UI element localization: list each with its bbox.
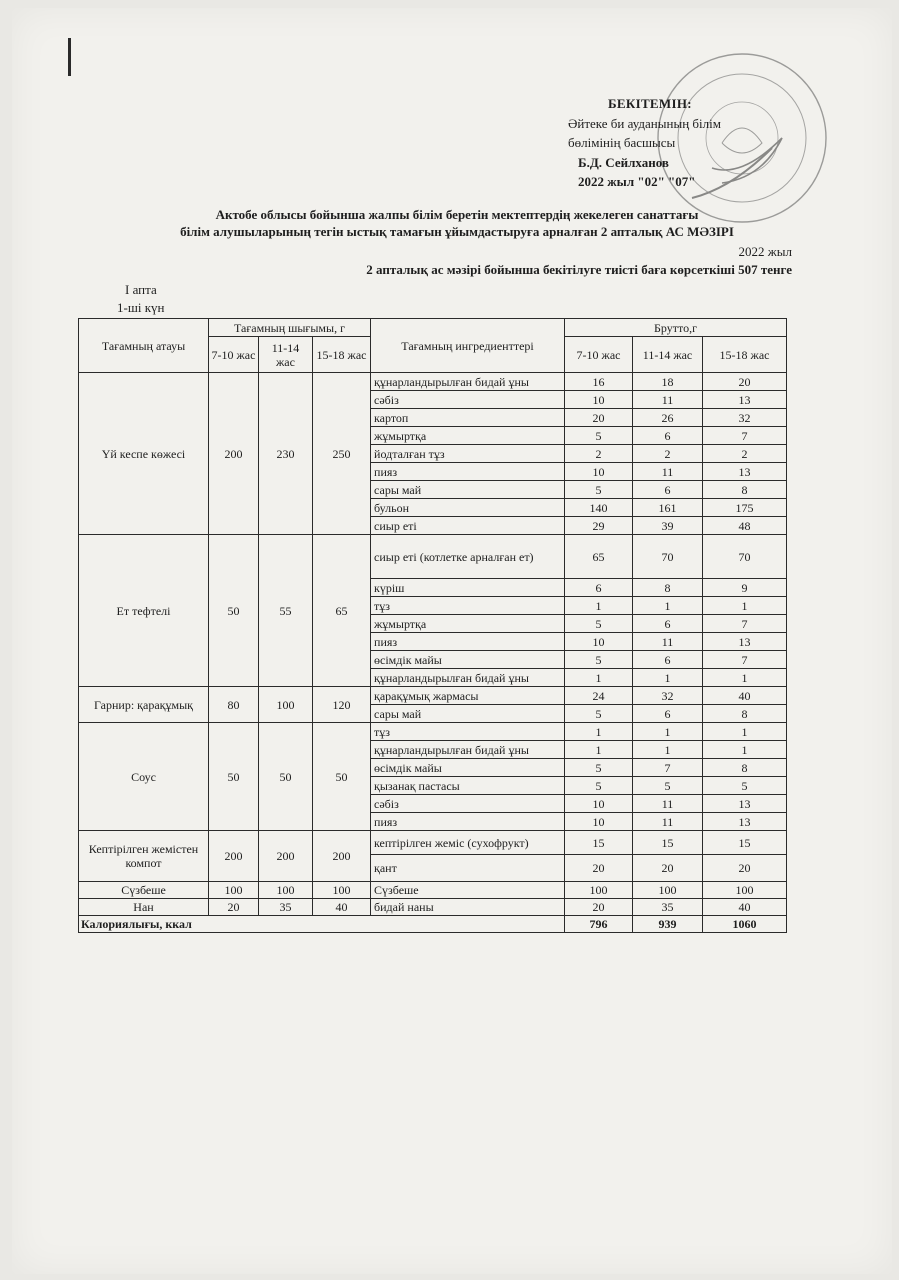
ingredient-name: пияз: [371, 463, 565, 481]
dish-yield: 100: [259, 687, 313, 723]
gross-value: 1: [633, 723, 703, 741]
table-row: [79, 535, 787, 579]
gross-value: 10: [565, 633, 633, 651]
table-row: [79, 899, 787, 916]
dish-name: Соус: [79, 723, 209, 831]
edge-mark: [68, 38, 71, 76]
ingredient-name: картоп: [371, 409, 565, 427]
header-gross-age: 7-10 жас: [565, 337, 633, 373]
menu-table: [78, 318, 787, 933]
gross-value: 48: [703, 517, 787, 535]
price-indicator: 2 апталық ас мәзірі бойынша бекітілуге тиісті баға көрсеткіші 507 тенге: [366, 262, 792, 277]
dish-yield: 50: [209, 723, 259, 831]
gross-value: 6: [565, 579, 633, 597]
gross-value: 100: [703, 882, 787, 899]
gross-value: 8: [703, 481, 787, 499]
ingredient-name: қарақұмық жармасы: [371, 687, 565, 705]
document-year: 2022 жыл: [738, 244, 792, 259]
gross-value: 5: [565, 759, 633, 777]
gross-value: 29: [565, 517, 633, 535]
ingredient-name: қант: [371, 855, 565, 882]
gross-value: 16: [565, 373, 633, 391]
gross-value: 11: [633, 795, 703, 813]
gross-value: 13: [703, 795, 787, 813]
dish-name: Үй кеспе көжесі: [79, 373, 209, 535]
header-ingredients: Тағамның ингредиенттері: [371, 319, 565, 373]
table-row: [79, 373, 787, 391]
document-page: [12, 8, 892, 1274]
dish-yield: 230: [259, 373, 313, 535]
ingredient-name: сиыр еті (котлетке арналған ет): [371, 535, 565, 579]
gross-value: 6: [633, 651, 703, 669]
table-row: [79, 882, 787, 899]
ingredient-name: кептірілген жеміс (сухофрукт): [371, 831, 565, 855]
header-gross-age: 15-18 жас: [703, 337, 787, 373]
gross-value: 15: [703, 831, 787, 855]
calories-row: [79, 916, 787, 933]
gross-value: 32: [703, 409, 787, 427]
calories-value: 1060: [703, 916, 787, 933]
header-gross-group: Брутто,г: [565, 319, 787, 337]
gross-value: 1: [703, 723, 787, 741]
dish-yield: 50: [209, 535, 259, 687]
gross-value: 5: [565, 481, 633, 499]
gross-value: 15: [565, 831, 633, 855]
calories-value: 939: [633, 916, 703, 933]
approval-title: БЕКІТЕМІН:: [608, 96, 692, 111]
gross-value: 1: [703, 597, 787, 615]
approval-block: [568, 94, 798, 192]
gross-value: 5: [633, 777, 703, 795]
table-row: [79, 687, 787, 705]
gross-value: 6: [633, 705, 703, 723]
gross-value: 175: [703, 499, 787, 517]
dish-name: Сүзбеше: [79, 882, 209, 899]
gross-value: 20: [565, 855, 633, 882]
ingredient-name: өсімдік майы: [371, 651, 565, 669]
gross-value: 8: [703, 759, 787, 777]
gross-value: 5: [565, 427, 633, 445]
gross-value: 5: [565, 615, 633, 633]
gross-value: 35: [633, 899, 703, 916]
ingredient-name: өсімдік майы: [371, 759, 565, 777]
approval-signer: Б.Д. Сейлханов: [578, 154, 669, 170]
ingredient-name: бульон: [371, 499, 565, 517]
header-gross-age: 11-14 жас: [633, 337, 703, 373]
gross-value: 15: [633, 831, 703, 855]
gross-value: 70: [703, 535, 787, 579]
dish-yield: 120: [313, 687, 371, 723]
dish-yield: 100: [313, 882, 371, 899]
gross-value: 1: [565, 597, 633, 615]
gross-value: 13: [703, 813, 787, 831]
ingredient-name: пияз: [371, 633, 565, 651]
gross-value: 1: [565, 723, 633, 741]
gross-value: 1: [633, 597, 703, 615]
ingredient-name: йодталған тұз: [371, 445, 565, 463]
gross-value: 20: [565, 899, 633, 916]
gross-value: 70: [633, 535, 703, 579]
week-label: I апта: [125, 282, 157, 297]
gross-value: 26: [633, 409, 703, 427]
table-header: [79, 319, 787, 373]
gross-value: 13: [703, 463, 787, 481]
approval-date: 2022 жыл "02" "07": [578, 174, 696, 189]
gross-value: 24: [565, 687, 633, 705]
ingredient-name: сары май: [371, 481, 565, 499]
gross-value: 1: [703, 669, 787, 687]
table-body: [79, 373, 787, 933]
gross-value: 6: [633, 481, 703, 499]
dish-yield: 35: [259, 899, 313, 916]
gross-value: 1: [703, 741, 787, 759]
gross-value: 8: [703, 705, 787, 723]
gross-value: 6: [633, 427, 703, 445]
gross-value: 7: [703, 427, 787, 445]
gross-value: 1: [565, 741, 633, 759]
gross-value: 5: [565, 777, 633, 795]
gross-value: 1: [633, 741, 703, 759]
gross-value: 9: [703, 579, 787, 597]
calories-label: Калориялығы, ккал: [79, 916, 565, 933]
gross-value: 20: [633, 855, 703, 882]
gross-value: 100: [633, 882, 703, 899]
dish-name: Нан: [79, 899, 209, 916]
ingredient-name: күріш: [371, 579, 565, 597]
ingredient-name: сиыр еті: [371, 517, 565, 535]
ingredient-name: бидай наны: [371, 899, 565, 916]
document-title-line-2: білім алушыларының тегін ыстық тамағын ұйымдастыруға арналған 2 апталық АС МӘЗІРІ: [180, 224, 734, 239]
dish-yield: 200: [313, 831, 371, 882]
dish-name: Гарнир: қарақұмық: [79, 687, 209, 723]
gross-value: 8: [633, 579, 703, 597]
gross-value: 10: [565, 391, 633, 409]
dish-yield: 50: [313, 723, 371, 831]
gross-value: 10: [565, 813, 633, 831]
ingredient-name: тұз: [371, 723, 565, 741]
table-row: [79, 723, 787, 741]
gross-value: 11: [633, 463, 703, 481]
ingredient-name: құнарландырылған бидай ұны: [371, 373, 565, 391]
ingredient-name: сәбіз: [371, 391, 565, 409]
dish-name: Кептірілген жемістен компот: [79, 831, 209, 882]
header-dish-name: Тағамның атауы: [79, 319, 209, 373]
ingredient-name: пияз: [371, 813, 565, 831]
dish-yield: 250: [313, 373, 371, 535]
ingredient-name: жұмыртқа: [371, 427, 565, 445]
dish-yield: 200: [209, 373, 259, 535]
header-yield-age: 15-18 жас: [313, 337, 371, 373]
header-yield-age: 7-10 жас: [209, 337, 259, 373]
header-yield-group: Тағамның шығымы, г: [209, 319, 371, 337]
ingredient-name: қызанақ пастасы: [371, 777, 565, 795]
gross-value: 1: [633, 669, 703, 687]
gross-value: 39: [633, 517, 703, 535]
gross-value: 11: [633, 633, 703, 651]
gross-value: 20: [565, 409, 633, 427]
ingredient-name: жұмыртқа: [371, 615, 565, 633]
gross-value: 10: [565, 463, 633, 481]
gross-value: 7: [703, 651, 787, 669]
ingredient-name: сары май: [371, 705, 565, 723]
gross-value: 11: [633, 391, 703, 409]
gross-value: 2: [633, 445, 703, 463]
dish-yield: 200: [209, 831, 259, 882]
gross-value: 10: [565, 795, 633, 813]
gross-value: 7: [633, 759, 703, 777]
ingredient-name: сәбіз: [371, 795, 565, 813]
approval-line-1: Әйтеке би ауданының білім: [568, 115, 721, 131]
dish-yield: 100: [209, 882, 259, 899]
gross-value: 6: [633, 615, 703, 633]
dish-yield: 100: [259, 882, 313, 899]
dish-name: Ет тефтелі: [79, 535, 209, 687]
gross-value: 20: [703, 855, 787, 882]
gross-value: 7: [703, 615, 787, 633]
gross-value: 40: [703, 899, 787, 916]
gross-value: 5: [565, 651, 633, 669]
gross-value: 1: [565, 669, 633, 687]
approval-line-2: бөлімінің басшысы: [568, 135, 676, 150]
ingredient-name: құнарландырылған бидай ұны: [371, 669, 565, 687]
gross-value: 18: [633, 373, 703, 391]
gross-value: 13: [703, 391, 787, 409]
gross-value: 5: [703, 777, 787, 795]
dish-yield: 65: [313, 535, 371, 687]
dish-yield: 20: [209, 899, 259, 916]
gross-value: 2: [703, 445, 787, 463]
gross-value: 11: [633, 813, 703, 831]
dish-yield: 200: [259, 831, 313, 882]
gross-value: 100: [565, 882, 633, 899]
ingredient-name: құнарландырылған бидай ұны: [371, 741, 565, 759]
gross-value: 20: [703, 373, 787, 391]
document-title-line-1: Актобе облысы бойынша жалпы білім беретін мектептердің жекелеген санаттағы: [215, 207, 699, 222]
gross-value: 5: [565, 705, 633, 723]
dish-yield: 55: [259, 535, 313, 687]
gross-value: 40: [703, 687, 787, 705]
gross-value: 2: [565, 445, 633, 463]
ingredient-name: тұз: [371, 597, 565, 615]
gross-value: 32: [633, 687, 703, 705]
dish-yield: 40: [313, 899, 371, 916]
gross-value: 65: [565, 535, 633, 579]
day-label: 1-ші күн: [117, 300, 165, 315]
dish-yield: 80: [209, 687, 259, 723]
gross-value: 13: [703, 633, 787, 651]
calories-value: 796: [565, 916, 633, 933]
table-row: [79, 831, 787, 855]
gross-value: 140: [565, 499, 633, 517]
gross-value: 161: [633, 499, 703, 517]
header-yield-age: 11-14 жас: [259, 337, 313, 373]
dish-yield: 50: [259, 723, 313, 831]
ingredient-name: Сүзбеше: [371, 882, 565, 899]
